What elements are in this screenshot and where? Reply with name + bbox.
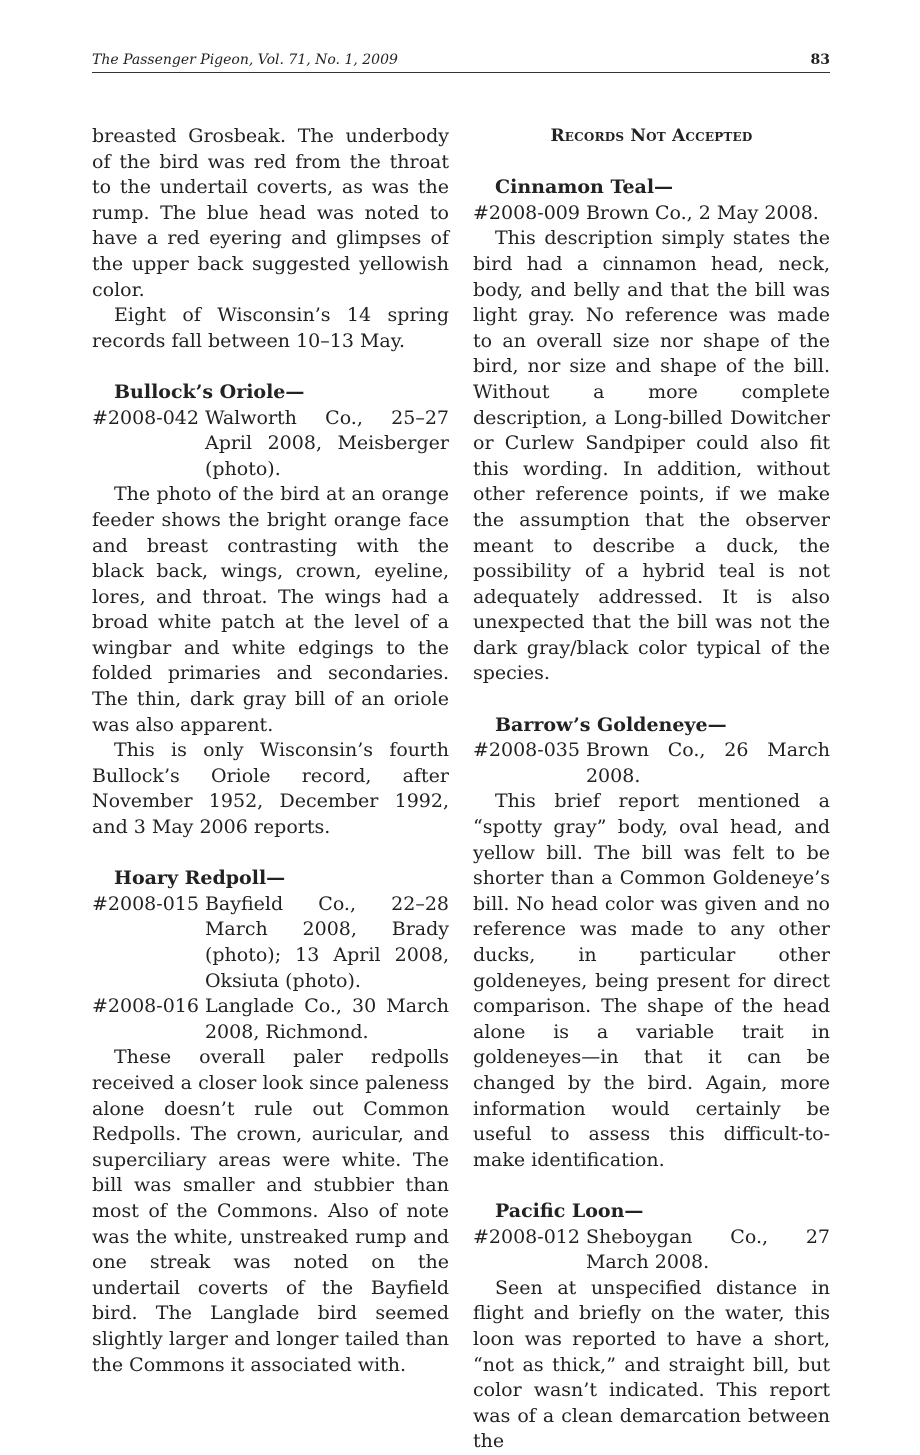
species-heading: Barrow’s Goldeneye—: [495, 713, 727, 736]
species-heading: Bullock’s Oriole—: [114, 380, 305, 403]
species-heading: Cinnamon Teal—: [495, 176, 674, 199]
paragraph: Seen at unspecified distance in flight and briefly on the water, this loon was reported to have a short, “not as thick,” and straight bill, but color wasn’t indicated. This report was of a clean demarcation between the: [473, 1276, 830, 1453]
species-heading: Pacific Loon—: [495, 1199, 644, 1222]
record-details: Brown Co., 26 March 2008.: [585, 739, 830, 787]
record-id: #2008-016: [92, 995, 199, 1018]
record-id: #2008-035: [473, 739, 580, 762]
page-number: 83: [810, 52, 830, 68]
paragraph: breasted Grosbeak. The underbody of the bird was red from the throat to the undertail coverts, as was the rump. The blue head was noted to have a red eyering and glimpses of the upper back suggested yellowish color.: [92, 125, 449, 301]
record-entry: [92, 994, 449, 1045]
record-id: #2008-015: [92, 892, 199, 915]
paragraph: These overall paler redpolls received a closer look since paleness alone doesn’t rule out Common Redpolls. The crown, auricular, and superciliary areas were white. The bill was smaller and stubbier than most of the Commons. Also of note was the white, unstreaked rump and one streak was noted on the undertail coverts of the Bayfield bird. The Langlade bird seemed slightly larger and longer tailed than the Commons it associated with.: [92, 1046, 449, 1376]
record-id: #2008-009: [473, 201, 580, 224]
paragraph: This brief report mentioned a “spotty gray” body, oval head, and yellow bill. The bill was felt to be shorter than a Common Goldeneye’s bill. No head color was given and no reference was made to any other ducks, in particular other goldeneyes, being present for direct comparison. The shape of the head alone is a variable trait in goldeneyes—in that it can be changed by the bird. Again, more information would certainly be useful to assess this difficult-to-make identification.: [473, 790, 830, 1171]
species-heading: Hoary Redpoll—: [114, 867, 286, 890]
paragraph: Eight of Wisconsin’s 14 spring records fall between 10–13 May.: [92, 304, 449, 352]
record-entry: [92, 892, 449, 994]
record-details: Brown Co., 2 May 2008.: [585, 201, 819, 224]
record-id: #2008-012: [473, 1225, 580, 1248]
record-details: Langlade Co., 30 March 2008, Richmond.: [204, 995, 449, 1043]
running-header: [92, 50, 830, 73]
record-entry: [473, 738, 830, 789]
paragraph: This description simply states the bird had a cinnamon head, neck, body, and belly and that the bill was light gray. No reference was made to an overall size nor shape of the bird, nor size and shape of the bill. Without a more complete description, a Long-billed Dowitcher or Curlew Sandpiper could also fit this wording. In addition, without other reference points, if we make the assumption that the observer meant to describe a duck, the possibility of a hybrid teal is not adequately addressed. It is also unexpected that the bill was not the dark gray/black color typical of the species.: [473, 227, 830, 685]
paragraph: This is only Wisconsin’s fourth Bullock’s Oriole record, after November 1952, December 1992, and 3 May 2006 reports.: [92, 739, 449, 839]
record-id: #2008-042: [92, 406, 199, 429]
record-entry: [473, 201, 830, 227]
record-details: Walworth Co., 25–27 April 2008, Meisberger (photo).: [204, 406, 449, 480]
section-title: Records Not Accepted: [550, 126, 753, 146]
right-column: [473, 124, 830, 1455]
paragraph: The photo of the bird at an orange feeder shows the bright orange face and breast contrasting with the black back, wings, crown, eyeline, lores, and throat. The wings had a broad white patch at the level of a wingbar and white edgings to the folded primaries and secondaries. The thin, dark gray bill of an oriole was also apparent.: [92, 483, 449, 736]
record-details: Bayfield Co., 22–28 March 2008, Brady (photo); 13 April 2008, Oksiuta (photo).: [204, 892, 449, 992]
left-column: [92, 124, 449, 1378]
record-entry: [473, 1225, 830, 1276]
record-details: Sheboygan Co., 27 March 2008.: [585, 1225, 830, 1274]
journal-title: The Passenger Pigeon, Vol. 71, No. 1, 2009: [92, 52, 398, 68]
record-entry: [92, 406, 449, 483]
